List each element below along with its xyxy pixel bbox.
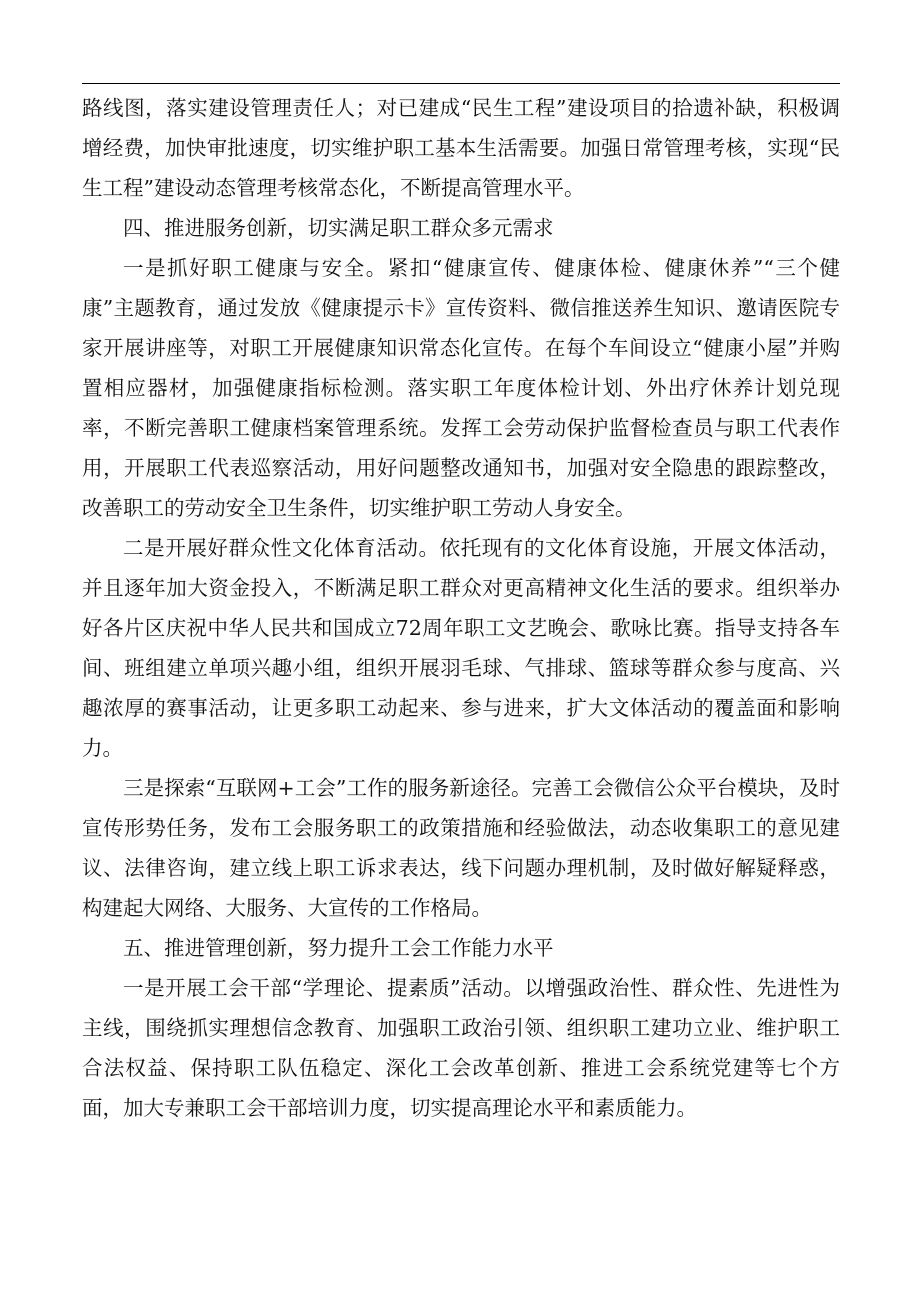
paragraph-cadre-training: 一是开展工会干部“学理论、提素质”活动。以增强政治性、群众性、先进性为主线，围绕抓实理想信念教育、加强职工政治引领、组织职工建功立业、维护职工合法权益、保持职工队伍稳定、深化工会改革创新、推进工会系统党建等七个方面，加大专兼职工会干部培训力度，切实提高理论水平和素质能力。 [82,976,840,1120]
section-heading-service-innovation: 四、推进服务创新，切实满足职工群众多元需求 [123,216,554,240]
section-heading-management-innovation: 五、推进管理创新，努力提升工会工作能力水平 [123,936,554,960]
paragraph-continuation: 路线图，落实建设管理责任人；对已建成“民生工程”建设项目的拾遗补缺，积极调增经费，加快审批速度，切实维护职工基本生活需要。加强日常管理考核，实现“民生工程”建设动态管理考核常态化，不断提高管理水平。 [82,96,840,200]
header-rule [82,83,840,84]
paragraph-internet-union: 三是探索“互联网+工会”工作的服务新途径。完善工会微信公众平台模块，及时宣传形势任务，发布工会服务职工的政策措施和经验做法，动态收集职工的意见建议、法律咨询，建立线上职工诉求表达，线下问题办理机制，及时做好解疑释惑，构建起大网络、大服务、大宣传的工作格局。 [82,776,840,920]
document-body [82,88,840,1128]
paragraph-culture-sports: 二是开展好群众性文化体育活动。依托现有的文化体育设施，开展文体活动，并且逐年加大资金投入，不断满足职工群众对更高精神文化生活的要求。组织举办好各片区庆祝中华人民共和国成立72周年职工文艺晚会、歌咏比赛。指导支持各车间、班组建立单项兴趣小组，组织开展羽毛球、气排球、篮球等群众参与度高、兴趣浓厚的赛事活动，让更多职工动起来、参与进来，扩大文体活动的覆盖面和影响力。 [82,536,840,760]
paragraph-health-safety: 一是抓好职工健康与安全。紧扣“健康宣传、健康体检、健康休养”“三个健康”主题教育，通过发放《健康提示卡》宣传资料、微信推送养生知识、邀请医院专家开展讲座等，对职工开展健康知识常态化宣传。在每个车间设立“健康小屋”并购置相应器材，加强健康指标检测。落实职工年度体检计划、外出疗休养计划兑现率，不断完善职工健康档案管理系统。发挥工会劳动保护监督检查员与职工代表作用，开展职工代表巡察活动，用好问题整改通知书，加强对安全隐患的跟踪整改，改善职工的劳动安全卫生条件，切实维护职工劳动人身安全。 [82,256,840,520]
